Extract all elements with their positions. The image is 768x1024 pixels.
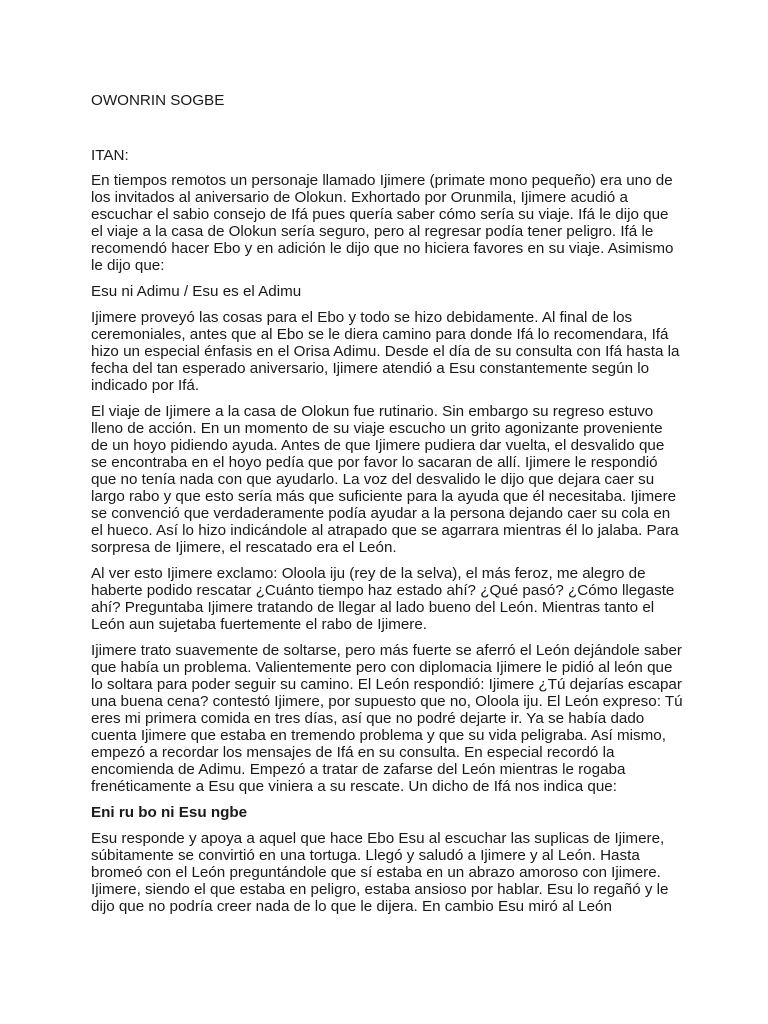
paragraph-journey: El viaje de Ijimere a la casa de Olokun fue rutinario. Sin embargo su regreso estuvo lleno de acción. En un momento de su viaje escucho un grito agonizante proveniente de un hoyo pidiendo ayuda. Antes de que Ijimere pudiera dar vuelta, el desvalido que se encontraba en el hoyo pedía que por favor lo sacaran de allí. Ijimere le respondió que no tenía nada con que ayudarlo. La voz del desvalido le dijo que dejara caer su largo rabo y que esto sería más que suficiente para la ayuda que él necesitaba. Ijimere se convenció que verdaderamente podía ayudar a la persona dejando caer su cola en el hueco. Así lo hizo indicándole al atrapado que se agarrara mientras él lo jalaba. Para sorpresa de Ijimere, el rescatado era el León. xyxy=(91,403,679,556)
paragraph-exclamation: Al ver esto Ijimere exclamo: Oloola iju (rey de la selva), el más feroz, me alegro de haberte podido rescatar ¿Cuánto tiempo haz estado ahí? ¿Qué pasó? ¿Cómo llegaste ahí? Preguntaba Ijimere tratando de llegar al lado bueno del León. Mientras tanto el León aun sujetaba fuertemente el rabo de Ijimere. xyxy=(91,565,675,633)
paragraph-struggle: Ijimere trato suavemente de soltarse, pero más fuerte se aferró el León dejándole saber que había un problema. Valientemente pero con diplomacia Ijimere le pidió al león que lo soltara para poder seguir su camino. El León respondió: Ijimere ¿Tú dejarías escapar una buena cena? contestó Ijimere, por supuesto que no, Oloola iju. El León expreso: Tú eres mi primera comida en tres días, así que no podré dejarte ir. Ya se había dado cuenta Ijimere que estaba en tremendo problema y que su vida peligraba. Así mismo, empezó a recordar los mensajes de Ifá en su consulta. En especial recordó la encomienda de Adimu. Empezó a tratar de zafarse del León mientras le rogaba frenéticamente a Esu que viniera a su rescate. Un dicho de Ifá nos indica que: xyxy=(91,642,683,795)
paragraph-ebo: Ijimere proveyó las cosas para el Ebo y todo se hizo debidamente. Al final de los ceremoniales, antes que al Ebo se le diera camino para donde Ifá lo recomendara, Ifá hizo un especial énfasis en el Orisa Adimu. Desde el día de su consulta con Ifá hasta la fecha del tan esperado aniversario, Ijimere atendió a Esu constantemente según lo indicado por Ifá. xyxy=(91,309,680,394)
paragraph-saying: Eni ru bo ni Esu ngbe xyxy=(91,804,248,821)
section-label-itan: ITAN: xyxy=(91,147,129,164)
paragraph-esu-adimu: Esu ni Adimu / Esu es el Adimu xyxy=(91,283,302,300)
document-title: OWONRIN SOGBE xyxy=(91,92,225,109)
paragraph-esu-responds: Esu responde y apoya a aquel que hace Ebo Esu al escuchar las suplicas de Ijimere, súbitamente se convirtió en una tortuga. Llegó y saludó a Ijimere y al León. Hasta bromeó con el León preguntándole que sí estaba en un abrazo amoroso con Ijimere. Ijimere, siendo el que estaba en peligro, estaba ansioso por hablar. Esu lo regañó y le dijo que no podría creer nada de lo que le dijera. En cambio Esu miró al León xyxy=(91,830,669,915)
document-page xyxy=(91,92,683,915)
paragraph-intro: En tiempos remotos un personaje llamado Ijimere (primate mono pequeño) era uno de los invitados al aniversario de Olokun. Exhortado por Orunmila, Ijimere acudió a escuchar el sabio consejo de Ifá pues quería saber cómo sería su viaje. Ifá le dijo que el viaje a la casa de Olokun sería seguro, pero al regresar podía tener peligro. Ifá le recomendó hacer Ebo y en adición le dijo que no hiciera favores en su viaje. Asimismo le dijo que: xyxy=(91,172,674,274)
